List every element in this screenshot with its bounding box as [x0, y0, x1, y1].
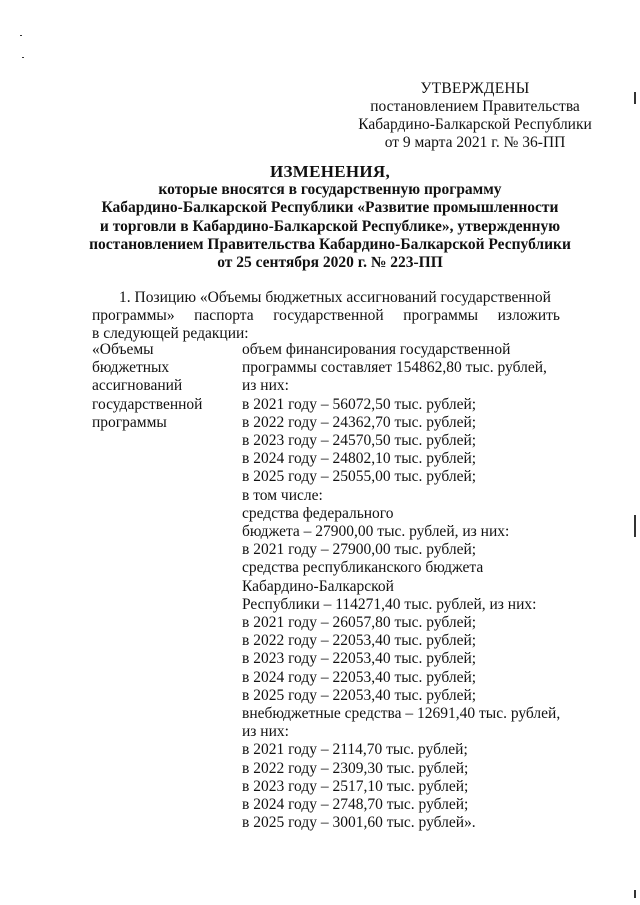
year-line: в 2022 году – 24362,70 тыс. рублей;: [242, 413, 477, 431]
paragraph-line: программы» паспорта государственной программы изложить: [92, 307, 560, 325]
paragraph-line: в следующей редакции:: [92, 325, 249, 343]
approval-line: постановлением Правительства: [370, 98, 580, 115]
year-line: в 2021 году – 26057,80 тыс. рублей;: [242, 614, 477, 632]
value-line: из них:: [242, 723, 289, 741]
label-line: бюджетных: [92, 359, 170, 377]
title-line: и торговли в Кабардино-Балкарской Республике», утвержденную: [99, 217, 561, 235]
value-line: программы составляет 154862,80 тыс. рублей,: [242, 359, 547, 377]
title-line: от 25 сентября 2020 г. № 223-ПП: [217, 254, 443, 272]
approval-line: Кабардино-Балкарской Республики: [358, 116, 592, 133]
value-line: в том числе:: [242, 486, 323, 504]
position-value: [242, 341, 560, 832]
year-line: в 2022 году – 22053,40 тыс. рублей;: [242, 632, 477, 650]
value-line: средства федерального: [242, 504, 394, 522]
value-line: Республики – 114271,40 тыс. рублей, из них:: [242, 595, 537, 613]
scan-mark: [20, 35, 22, 36]
year-line: в 2025 году – 25055,00 тыс. рублей;: [242, 468, 477, 486]
year-line: в 2023 году – 2517,10 тыс. рублей;: [242, 777, 469, 795]
scan-mark: [634, 515, 636, 537]
value-line: Кабардино-Балкарской: [242, 577, 394, 595]
year-line: в 2024 году – 22053,40 тыс. рублей;: [242, 668, 477, 686]
year-line: в 2021 году – 56072,50 тыс. рублей;: [242, 395, 477, 413]
label-line: «Объемы: [92, 341, 154, 358]
year-line: в 2021 году – 27900,00 тыс. рублей;: [242, 541, 477, 559]
label-line: программы: [92, 413, 167, 431]
amendment-paragraph: [92, 289, 560, 344]
year-line: в 2022 году – 2309,30 тыс. рублей;: [242, 759, 469, 777]
year-line: в 2021 году – 2114,70 тыс. рублей;: [242, 741, 468, 759]
document-title: [70, 163, 590, 272]
paragraph-line: 1. Позицию «Объемы бюджетных ассигнований государственной: [119, 289, 551, 306]
label-line: государственной: [92, 395, 203, 413]
title-line: которые вносятся в государственную программу: [158, 181, 502, 199]
label-line: ассигнований: [92, 377, 183, 395]
approval-date: от 9 марта 2021 г. № 36-ПП: [384, 134, 566, 151]
year-line: в 2024 году – 2748,70 тыс. рублей;: [242, 796, 469, 814]
value-line: из них:: [242, 377, 289, 395]
value-line: объем финансирования государственной: [242, 341, 511, 358]
scan-mark: [22, 57, 24, 58]
value-line: бюджета – 27900,00 тыс. рублей, из них:: [242, 523, 510, 541]
approval-block: [330, 80, 620, 152]
year-line: в 2023 году – 24570,50 тыс. рублей;: [242, 432, 477, 450]
year-line: в 2024 году – 24802,10 тыс. рублей;: [242, 450, 477, 468]
title-line: Кабардино-Балкарской Республики «Развитие промышленности: [101, 199, 559, 217]
approval-heading: УТВЕРЖДЕНЫ: [420, 80, 530, 97]
scan-mark: [634, 890, 636, 898]
year-line: в 2025 году – 3001,60 тыс. рублей».: [242, 814, 476, 832]
title-line: постановлением Правительства Кабардино-Балкарской Республики: [89, 235, 571, 253]
year-line: в 2025 году – 22053,40 тыс. рублей;: [242, 686, 477, 704]
value-line: средства республиканского бюджета: [242, 559, 484, 577]
scan-mark: [634, 92, 636, 104]
title-heading: ИЗМЕНЕНИЯ,: [269, 162, 391, 181]
year-line: в 2023 году – 22053,40 тыс. рублей;: [242, 650, 477, 668]
position-label: [92, 341, 232, 432]
value-line: внебюджетные средства – 12691,40 тыс. рублей,: [242, 705, 561, 723]
